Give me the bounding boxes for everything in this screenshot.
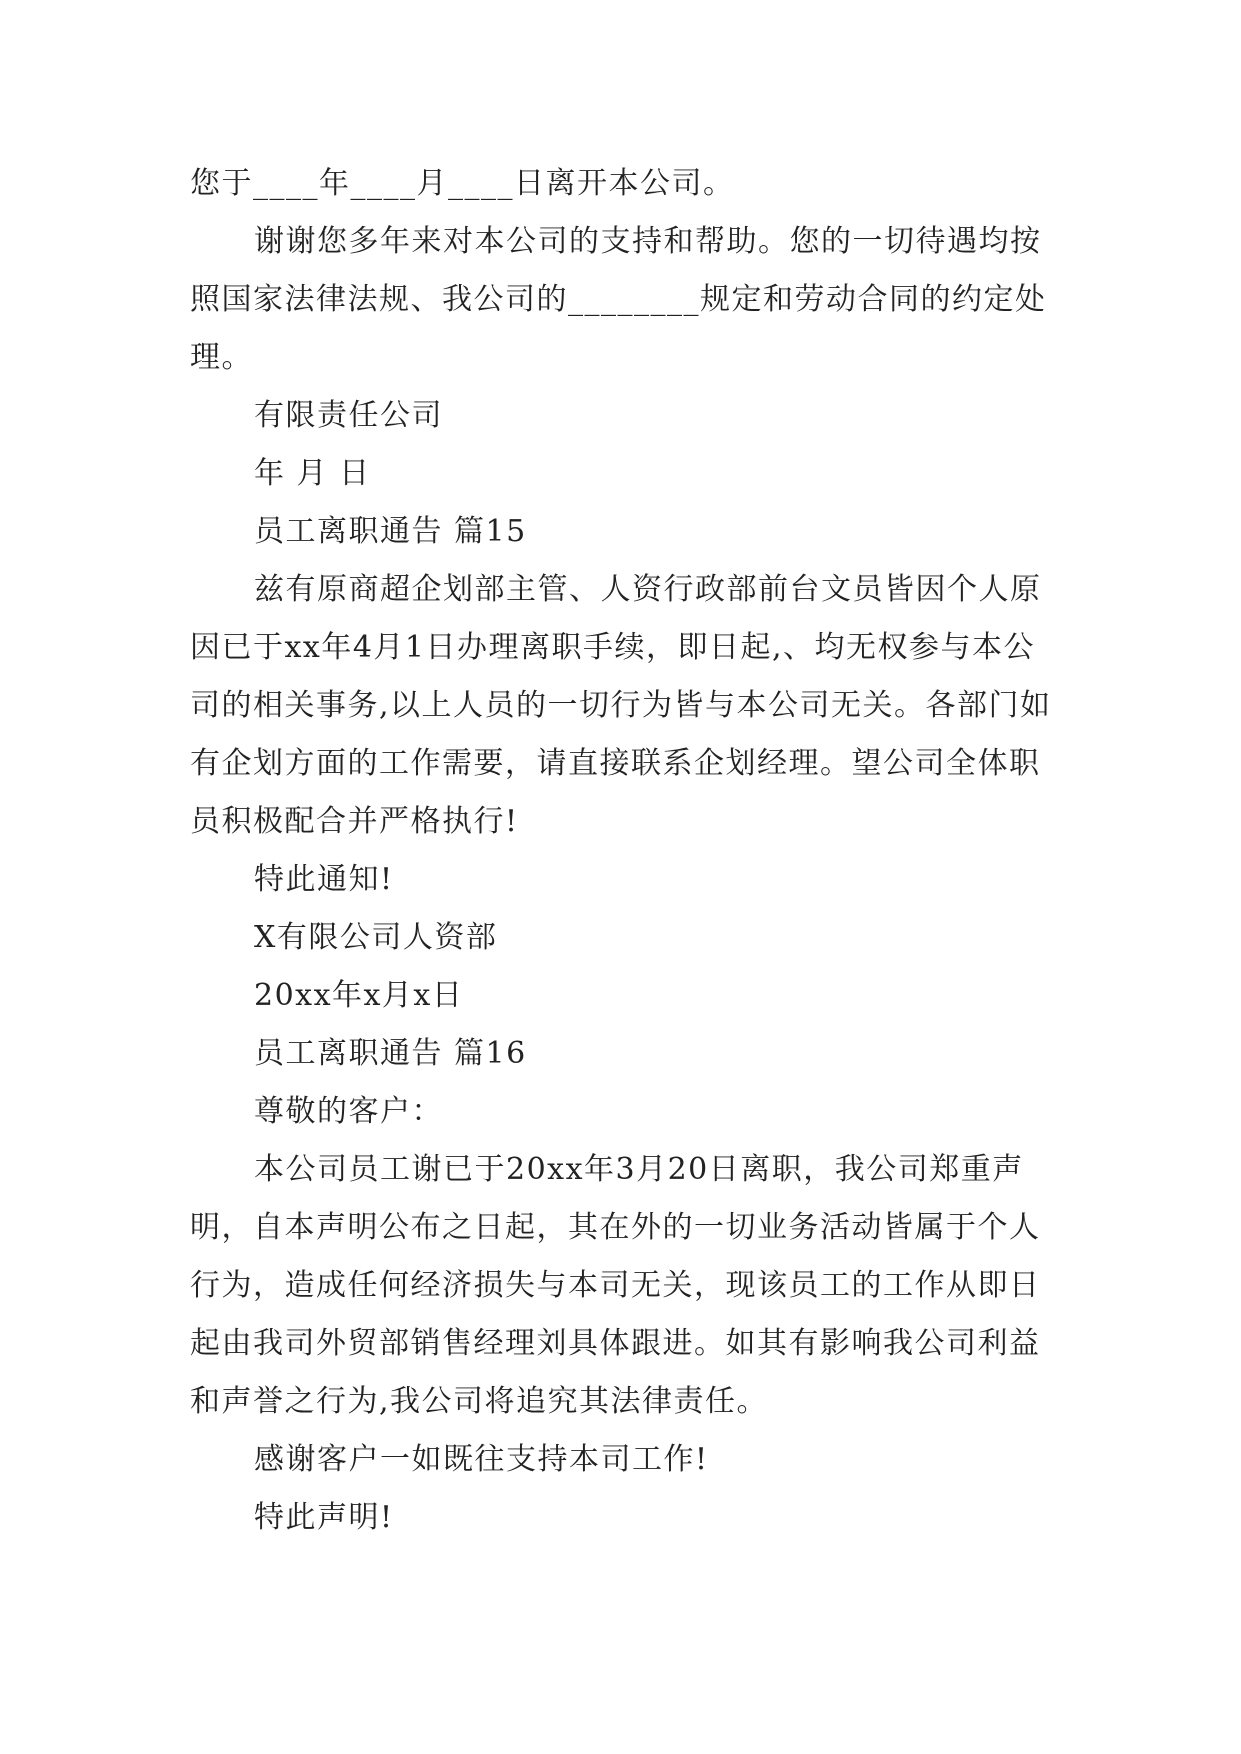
section-heading-15: 员工离职通告 篇15 (254, 514, 527, 549)
paragraph-notice-15: 兹有原商超企划部主管、人资行政部前台文员皆因个人原因已于xx年4月1日办理离职手续，即日起,、均无权参与本公司的相关事务,以上人员的一切行为皆与本公司无关。各部门如有企划方面的工作需要，请直接联系企划经理。望公司全体职员积极配合并严格执行! (190, 572, 1052, 839)
paragraph-thanks: 谢谢您多年来对本公司的支持和帮助。您的一切待遇均按照国家法律法规、我公司的________规定和劳动合同的约定处理。 (190, 224, 1047, 375)
signature-hr-department: X有限公司人资部 (254, 920, 498, 955)
signature-date: 年 月 日 (254, 456, 371, 491)
paragraph-special-notice: 特此通知! (254, 862, 394, 897)
salutation: 尊敬的客户： (254, 1094, 443, 1129)
paragraph-special-statement: 特此声明! (254, 1500, 394, 1535)
paragraph-gratitude: 感谢客户一如既往支持本司工作! (254, 1442, 709, 1477)
section-heading-16: 员工离职通告 篇16 (254, 1036, 527, 1071)
document-body (190, 155, 1058, 1547)
paragraph-leave-date: 您于____年____月____日离开本公司。 (190, 166, 735, 201)
signature-date-15: 20xx年x月x日 (254, 978, 464, 1013)
paragraph-statement-16: 本公司员工谢已于20xx年3月20日离职，我公司郑重声明，自本声明公布之日起，其在外的一切业务活动皆属于个人行为，造成任何经济损失与本司无关，现该员工的工作从即日起由我司外贸部销售经理刘具体跟进。如其有影响我公司利益和声誉之行为,我公司将追究其法律责任。 (190, 1152, 1041, 1419)
signature-company: 有限责任公司 (254, 398, 443, 433)
